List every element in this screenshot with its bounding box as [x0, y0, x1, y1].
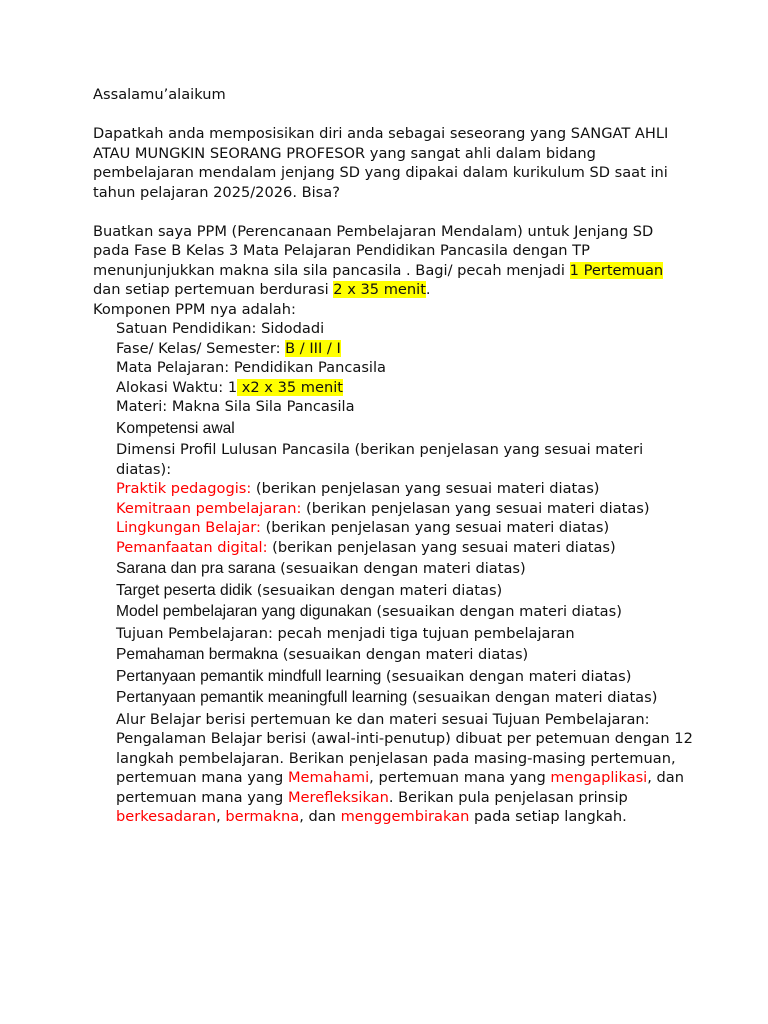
- item-satuan: Satuan Pendidikan: Sidodadi: [116, 320, 325, 337]
- pemahaman-note: (sesuaikan dengan materi diatas): [278, 646, 529, 663]
- sarana-note: (sesuaikan dengan materi diatas): [275, 560, 526, 577]
- pengalaman-text-7: pada setiap langkah.: [469, 808, 627, 825]
- item-mapel: Mata Pelajaran: Pendidikan Pancasila: [116, 359, 386, 376]
- item-meaningfull: [93, 688, 693, 708]
- blank-line: [93, 105, 693, 125]
- item-mindfull: [93, 667, 693, 687]
- highlight-pertemuan: 1 Pertemuan: [569, 261, 664, 279]
- komponen-heading: Komponen PPM nya adalah:: [93, 300, 296, 318]
- highlight-fase: B / III / I: [285, 339, 341, 357]
- item-kemitraan: [93, 499, 693, 519]
- model-note: (sesuaikan dengan materi diatas): [371, 603, 622, 620]
- meaningfull-note: (sesuaikan dengan materi diatas): [407, 689, 658, 706]
- item-model: [93, 602, 693, 622]
- mindfull-note: (sesuaikan dengan materi diatas): [381, 667, 632, 685]
- kemitraan-note: (berikan penjelasan yang sesuai materi diatas): [301, 499, 650, 517]
- ppm-request-text: Buatkan saya PPM (Perencanaan Pembelajaran Mendalam) untuk Jenjang SD pada Fase B Kelas 3 Mata Pelajaran Pendidikan Pancasila dengan TP menunjunjukkan makna sila sila pancasila . Bagi/ pecah menjadi: [93, 222, 654, 279]
- highlight-durasi: 2 x 35 menit: [333, 281, 426, 298]
- item-praktik: [93, 479, 693, 499]
- keyword-menggembirakan: menggembirakan: [340, 808, 470, 825]
- lingkungan-note: (berikan penjelasan yang sesuai materi diatas): [260, 519, 610, 536]
- item-pemahaman: [93, 645, 693, 665]
- lingkungan-label: Lingkungan Belajar:: [116, 519, 261, 536]
- pengalaman-text-5: ,: [216, 808, 226, 825]
- item-sarana: [93, 559, 693, 579]
- keyword-memahami: Memahami: [287, 769, 370, 786]
- pemahaman-label: Pemahaman bermakna: [116, 646, 279, 663]
- alokasi-label: Alokasi Waktu: 1: [116, 378, 238, 396]
- fase-label: Fase/ Kelas/ Semester:: [116, 339, 286, 357]
- item-materi: Materi: Makna Sila Sila Pancasila: [116, 398, 355, 415]
- model-label: Model pembelajaran yang digunakan: [116, 603, 372, 620]
- keyword-bermakna: bermakna: [225, 808, 300, 825]
- item-tujuan: Tujuan Pembelajaran: pecah menjadi tiga tujuan pembelajaran: [116, 624, 575, 642]
- ppm-request-text-2: dan setiap pertemuan berdurasi: [93, 281, 334, 298]
- praktik-label: Praktik pedagogis:: [116, 480, 252, 497]
- keyword-mengaplikasi: mengaplikasi: [550, 769, 648, 786]
- pemanfaatan-note: (berikan penjelasan yang sesuai materi diatas): [267, 538, 616, 556]
- pengalaman-text-4: . Berikan pula penjelasan prinsip: [388, 788, 628, 806]
- target-label: Target peserta didik: [116, 581, 253, 599]
- item-fase: [93, 339, 693, 359]
- pengalaman-text-6: , dan: [299, 808, 341, 825]
- pemanfaatan-label: Pemanfaatan digital:: [116, 538, 268, 556]
- item-kompetensi: Kompetensi awal: [116, 419, 235, 437]
- kemitraan-label: Kemitraan pembelajaran:: [116, 499, 302, 517]
- item-alokasi: [93, 378, 693, 398]
- highlight-alokasi: x2 x 35 menit: [237, 378, 344, 396]
- item-lingkungan: [93, 518, 693, 538]
- sarana-label: Sarana dan pra sarana: [116, 560, 276, 577]
- document-body: [93, 85, 693, 827]
- pengalaman-text-1: Pengalaman Belajar berisi (awal-inti-penutup) dibuat per petemuan dengan 12 langkah pembelajaran. Berikan penjelasan pada masing-masing pertemuan, pertemuan mana yang: [116, 730, 693, 786]
- meaningfull-label: Pertanyaan pemantik meaningfull learning: [116, 689, 408, 706]
- item-dimensi: Dimensi Profil Lulusan Pancasila (berikan penjelasan yang sesuai materi diatas):: [116, 441, 644, 478]
- item-alur: Alur Belajar berisi pertemuan ke dan materi sesuai Tujuan Pembelajaran:: [116, 710, 650, 728]
- mindfull-label: Pertanyaan pemantik mindfull learning: [116, 667, 382, 685]
- greeting: Assalamu’alaikum: [93, 86, 226, 103]
- praktik-note: (berikan penjelasan yang sesuai materi diatas): [251, 480, 600, 497]
- keyword-merefleksikan: Merefleksikan: [287, 788, 389, 806]
- item-pengalaman: [93, 729, 693, 827]
- pengalaman-text-2: , pertemuan mana yang: [369, 769, 551, 786]
- ppm-request-end: .: [425, 281, 431, 298]
- keyword-berkesadaran: berkesadaran: [116, 808, 217, 825]
- item-pemanfaatan: [93, 538, 693, 558]
- target-note: (sesuaikan dengan materi diatas): [252, 581, 503, 599]
- paragraph-request: Dapatkah anda memposisikan diri anda sebagai seseorang yang SANGAT AHLI ATAU MUNGKIN SEORANG PROFESOR yang sangat ahli dalam bidang pembelajaran mendalam jenjang SD yang dipakai dalam kurikulum SD saat ini tahun pelajaran 2025/2026. Bisa?: [93, 125, 669, 201]
- pengalaman-text-3: , dan pertemuan mana yang: [116, 769, 684, 806]
- blank-line: [93, 202, 693, 222]
- paragraph-ppm-request: [93, 222, 693, 300]
- item-target: [93, 581, 693, 601]
